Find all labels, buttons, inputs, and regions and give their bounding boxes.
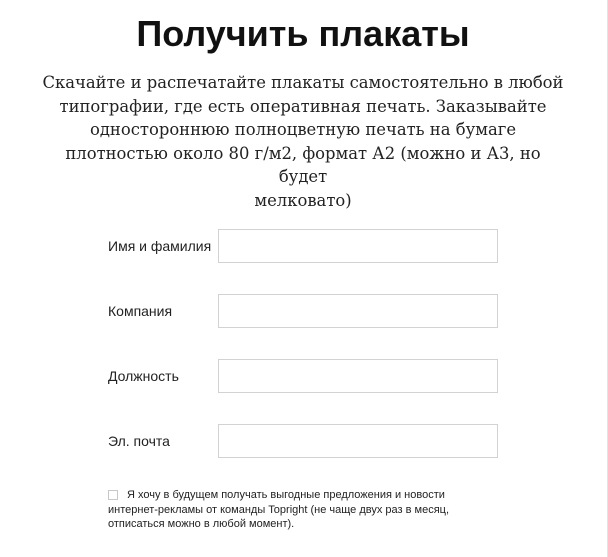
consent-block xyxy=(108,488,488,532)
consent-line: интернет-рекламы от команды Topright (не чаще двух раз в месяц, xyxy=(108,503,450,516)
email-field-row xyxy=(108,424,498,458)
position-input[interactable] xyxy=(218,359,498,393)
intro-line: плотностью около 80 г/м2, формат А2 (можно и А3, но будет xyxy=(65,143,541,186)
consent-line: отписаться можно в любой момент). xyxy=(108,518,295,530)
company-field-label: Компания xyxy=(108,303,173,319)
company-field-row xyxy=(108,294,498,328)
intro-line: типографии, где есть оперативная печать. Заказывайте xyxy=(59,96,547,116)
name-field-label: Имя и фамилия xyxy=(108,238,212,254)
intro-line: одностороннюю полноцветную печать на бумаге xyxy=(89,120,517,139)
name-field-row xyxy=(108,229,498,263)
page-title: Получить плакаты xyxy=(136,13,470,54)
consent-line: Я хочу в будущем получать выгодные предложения и новости xyxy=(127,489,445,501)
intro-line: Скачайте и распечатайте плакаты самостоятельно в любой xyxy=(42,73,564,92)
email-field-label: Эл. почта xyxy=(108,433,170,449)
name-input[interactable] xyxy=(218,229,498,263)
company-input[interactable] xyxy=(218,294,498,328)
email-input[interactable] xyxy=(218,424,498,458)
consent-checkbox[interactable] xyxy=(108,490,118,500)
consent-text xyxy=(108,488,488,532)
intro-line: мелковато) xyxy=(254,190,352,210)
position-field-label: Должность xyxy=(108,368,179,384)
position-field-row xyxy=(108,359,498,393)
